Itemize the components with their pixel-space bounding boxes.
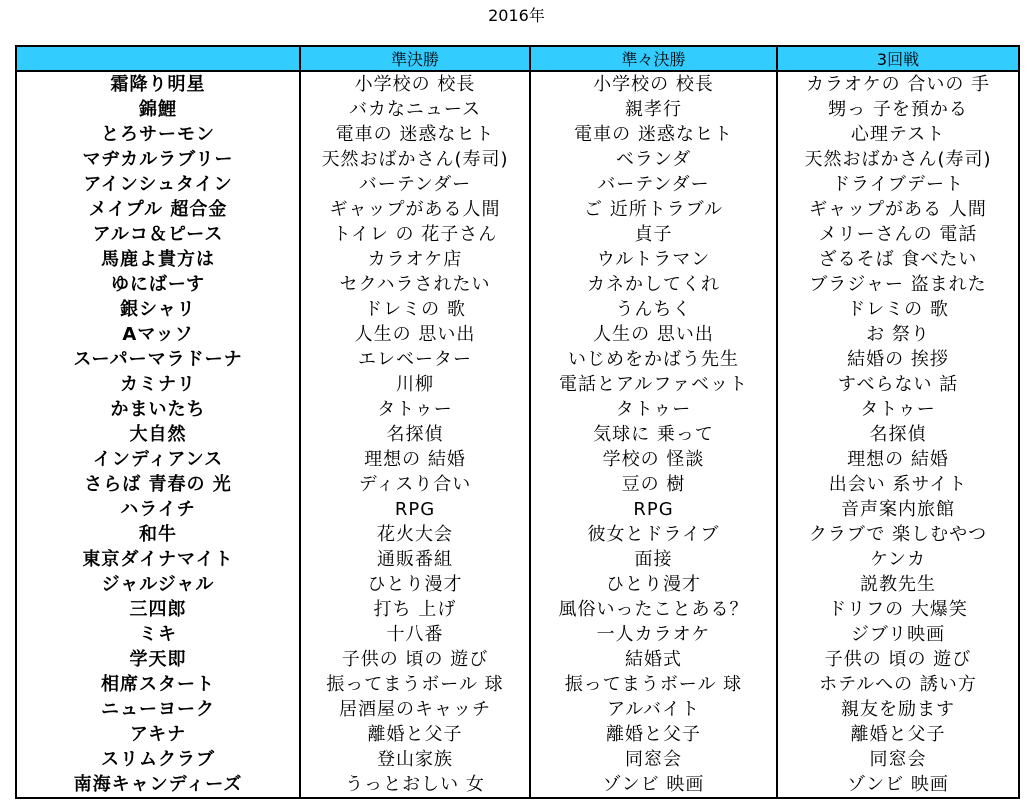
quarterfinal-cell: カネかしてくれ [530,272,777,297]
table-row [16,147,1019,172]
table-row [16,447,1019,472]
third-round-cell: 結婚の 挨拶 [777,347,1019,372]
quarterfinal-cell: 豆の 樹 [530,472,777,497]
semifinal-cell: ギャップがある人間 [300,197,530,222]
team-name-cell: かまいたち [16,397,300,422]
table-row [16,772,1019,798]
quarterfinal-cell: 風俗いったことある？ [530,597,777,622]
table-row [16,497,1019,522]
quarterfinal-cell: 面接 [530,547,777,572]
third-round-cell: カラオケの 合いの 手 [777,71,1019,97]
quarterfinal-cell: 電車の 迷惑なヒト [530,122,777,147]
team-name-cell: マヂカルラブリー [16,147,300,172]
semifinal-cell: バカなニュース [300,97,530,122]
table-row [16,272,1019,297]
table-row [16,397,1019,422]
quarterfinal-cell: 電話とアルファベット [530,372,777,397]
table-row [16,172,1019,197]
third-round-cell: 出会い 系サイト [777,472,1019,497]
quarterfinal-cell: 振ってまうボール 球 [530,672,777,697]
third-round-cell: クラブで 楽しむやつ [777,522,1019,547]
table-row [16,722,1019,747]
quarterfinal-cell: 離婚と父子 [530,722,777,747]
semifinal-cell: カラオケ店 [300,247,530,272]
team-name-cell: 馬鹿よ貴方は [16,247,300,272]
team-name-cell: さらば 青春の 光 [16,472,300,497]
third-round-cell: 同窓会 [777,747,1019,772]
third-round-cell: ざるそば 食べたい [777,247,1019,272]
semifinal-cell: 電車の 迷惑なヒト [300,122,530,147]
semifinal-cell: ひとり漫才 [300,572,530,597]
quarterfinal-cell: ウルトラマン [530,247,777,272]
team-name-cell: 錦鯉 [16,97,300,122]
third-round-cell: 名探偵 [777,422,1019,447]
semifinal-cell: 通販番組 [300,547,530,572]
third-round-cell: 心理テスト [777,122,1019,147]
table-row [16,672,1019,697]
quarterfinal-cell: ゾンビ 映画 [530,772,777,798]
third-round-cell: ケンカ [777,547,1019,572]
quarterfinal-cell: タトゥー [530,397,777,422]
third-round-cell: ギャップがある 人間 [777,197,1019,222]
semifinal-cell: エレベーター [300,347,530,372]
third-round-cell: 子供の 頃の 遊び [777,647,1019,672]
table-row [16,522,1019,547]
table-row [16,422,1019,447]
semifinal-cell: タトゥー [300,397,530,422]
semifinal-cell: 名探偵 [300,422,530,447]
table-row [16,747,1019,772]
quarterfinal-cell: 結婚式 [530,647,777,672]
table-row [16,372,1019,397]
third-round-cell: 天然おばかさん(寿司) [777,147,1019,172]
team-name-cell: アインシュタイン [16,172,300,197]
team-name-cell: アキナ [16,722,300,747]
table-row [16,297,1019,322]
third-round-cell: メリーさんの 電話 [777,222,1019,247]
semifinal-cell: トイレ の 花子さん [300,222,530,247]
team-name-cell: 東京ダイナマイト [16,547,300,572]
team-name-cell: 相席スタート [16,672,300,697]
quarterfinal-cell: ベランダ [530,147,777,172]
semifinal-cell: 打ち 上げ [300,597,530,622]
table-row [16,122,1019,147]
team-name-cell: 霜降り明星 [16,71,300,97]
table-row [16,622,1019,647]
quarterfinal-cell: ひとり漫才 [530,572,777,597]
team-name-cell: ハライチ [16,497,300,522]
semifinal-cell: 天然おばかさん(寿司) [300,147,530,172]
third-round-cell: お 祭り [777,322,1019,347]
team-name-cell: 和牛 [16,522,300,547]
semifinal-cell: ドレミの 歌 [300,297,530,322]
quarterfinal-cell: 貞子 [530,222,777,247]
quarterfinal-cell: 彼女とドライブ [530,522,777,547]
quarterfinal-cell: 学校の 怪談 [530,447,777,472]
semifinal-cell: 居酒屋のキャッチ [300,697,530,722]
team-name-cell: スリムクラブ [16,747,300,772]
third-round-cell: すべらない 話 [777,372,1019,397]
team-name-cell: ジャルジャル [16,572,300,597]
semifinal-cell: 理想の 結婚 [300,447,530,472]
semifinal-cell: 川柳 [300,372,530,397]
quarterfinal-cell: 小学校の 校長 [530,71,777,97]
team-name-cell: 銀シャリ [16,297,300,322]
team-name-cell: 三四郎 [16,597,300,622]
quarterfinal-cell: 気球に 乗って [530,422,777,447]
quarterfinal-cell: いじめをかばう先生 [530,347,777,372]
semifinal-cell: 離婚と父子 [300,722,530,747]
semifinal-cell: 振ってまうボール 球 [300,672,530,697]
semifinal-cell: ディスり合い [300,472,530,497]
quarterfinal-cell: バーテンダー [530,172,777,197]
table-row [16,572,1019,597]
table-row [16,697,1019,722]
team-name-cell: ゆにばーす [16,272,300,297]
table-row [16,97,1019,122]
semifinal-cell: セクハラされたい [300,272,530,297]
team-name-cell: 大自然 [16,422,300,447]
third-round-cell: 甥っ 子を預かる [777,97,1019,122]
team-name-cell: とろサーモン [16,122,300,147]
team-name-cell: アルコ＆ピース [16,222,300,247]
table-row [16,322,1019,347]
semifinal-cell: 子供の 頃の 遊び [300,647,530,672]
quarterfinal-cell: 人生の 思い出 [530,322,777,347]
team-name-cell: スーパーマラドーナ [16,347,300,372]
header-cell-team [16,46,300,71]
team-name-cell: カミナリ [16,372,300,397]
table-row [16,71,1019,97]
results-table [15,45,1020,799]
third-round-cell: 親友を励ます [777,697,1019,722]
third-round-cell: タトゥー [777,397,1019,422]
quarterfinal-cell: RPG [530,497,777,522]
table-row [16,647,1019,672]
team-name-cell: 南海キャンディーズ [16,772,300,798]
semifinal-cell: うっとおしい 女 [300,772,530,798]
third-round-cell: ゾンビ 映画 [777,772,1019,798]
third-round-cell: ドリフの 大爆笑 [777,597,1019,622]
quarterfinal-cell: うんちく [530,297,777,322]
sheet-title: 2016年 [488,6,545,25]
table-row [16,197,1019,222]
semifinal-cell: 小学校の 校長 [300,71,530,97]
third-round-cell: 説教先生 [777,572,1019,597]
header-cell-third-round: 3回戦 [777,46,1019,71]
third-round-cell: 離婚と父子 [777,722,1019,747]
quarterfinal-cell: 同窓会 [530,747,777,772]
semifinal-cell: RPG [300,497,530,522]
quarterfinal-cell: ご 近所トラブル [530,197,777,222]
semifinal-cell: 人生の 思い出 [300,322,530,347]
third-round-cell: 理想の 結婚 [777,447,1019,472]
team-name-cell: ミキ [16,622,300,647]
team-name-cell: 学天即 [16,647,300,672]
quarterfinal-cell: 一人カラオケ [530,622,777,647]
third-round-cell: ブラジャー 盗まれた [777,272,1019,297]
third-round-cell: ドライブデート [777,172,1019,197]
table-row [16,547,1019,572]
table-row [16,472,1019,497]
semifinal-cell: 登山家族 [300,747,530,772]
team-name-cell: Aマッソ [16,322,300,347]
team-name-cell: インディアンス [16,447,300,472]
third-round-cell: ドレミの 歌 [777,297,1019,322]
team-name-cell: メイプル 超合金 [16,197,300,222]
table-row [16,247,1019,272]
table-row [16,347,1019,372]
semifinal-cell: バーテンダー [300,172,530,197]
quarterfinal-cell: 親孝行 [530,97,777,122]
header-cell-semifinal: 準決勝 [300,46,530,71]
third-round-cell: 音声案内旅館 [777,497,1019,522]
header-row [16,46,1019,71]
team-name-cell: ニューヨーク [16,697,300,722]
table-row [16,597,1019,622]
table-body [16,71,1019,798]
quarterfinal-cell: アルバイト [530,697,777,722]
semifinal-cell: 花火大会 [300,522,530,547]
header-cell-quarterfinal: 準々決勝 [530,46,777,71]
table-row [16,222,1019,247]
third-round-cell: ジブリ映画 [777,622,1019,647]
third-round-cell: ホテルへの 誘い方 [777,672,1019,697]
semifinal-cell: 十八番 [300,622,530,647]
